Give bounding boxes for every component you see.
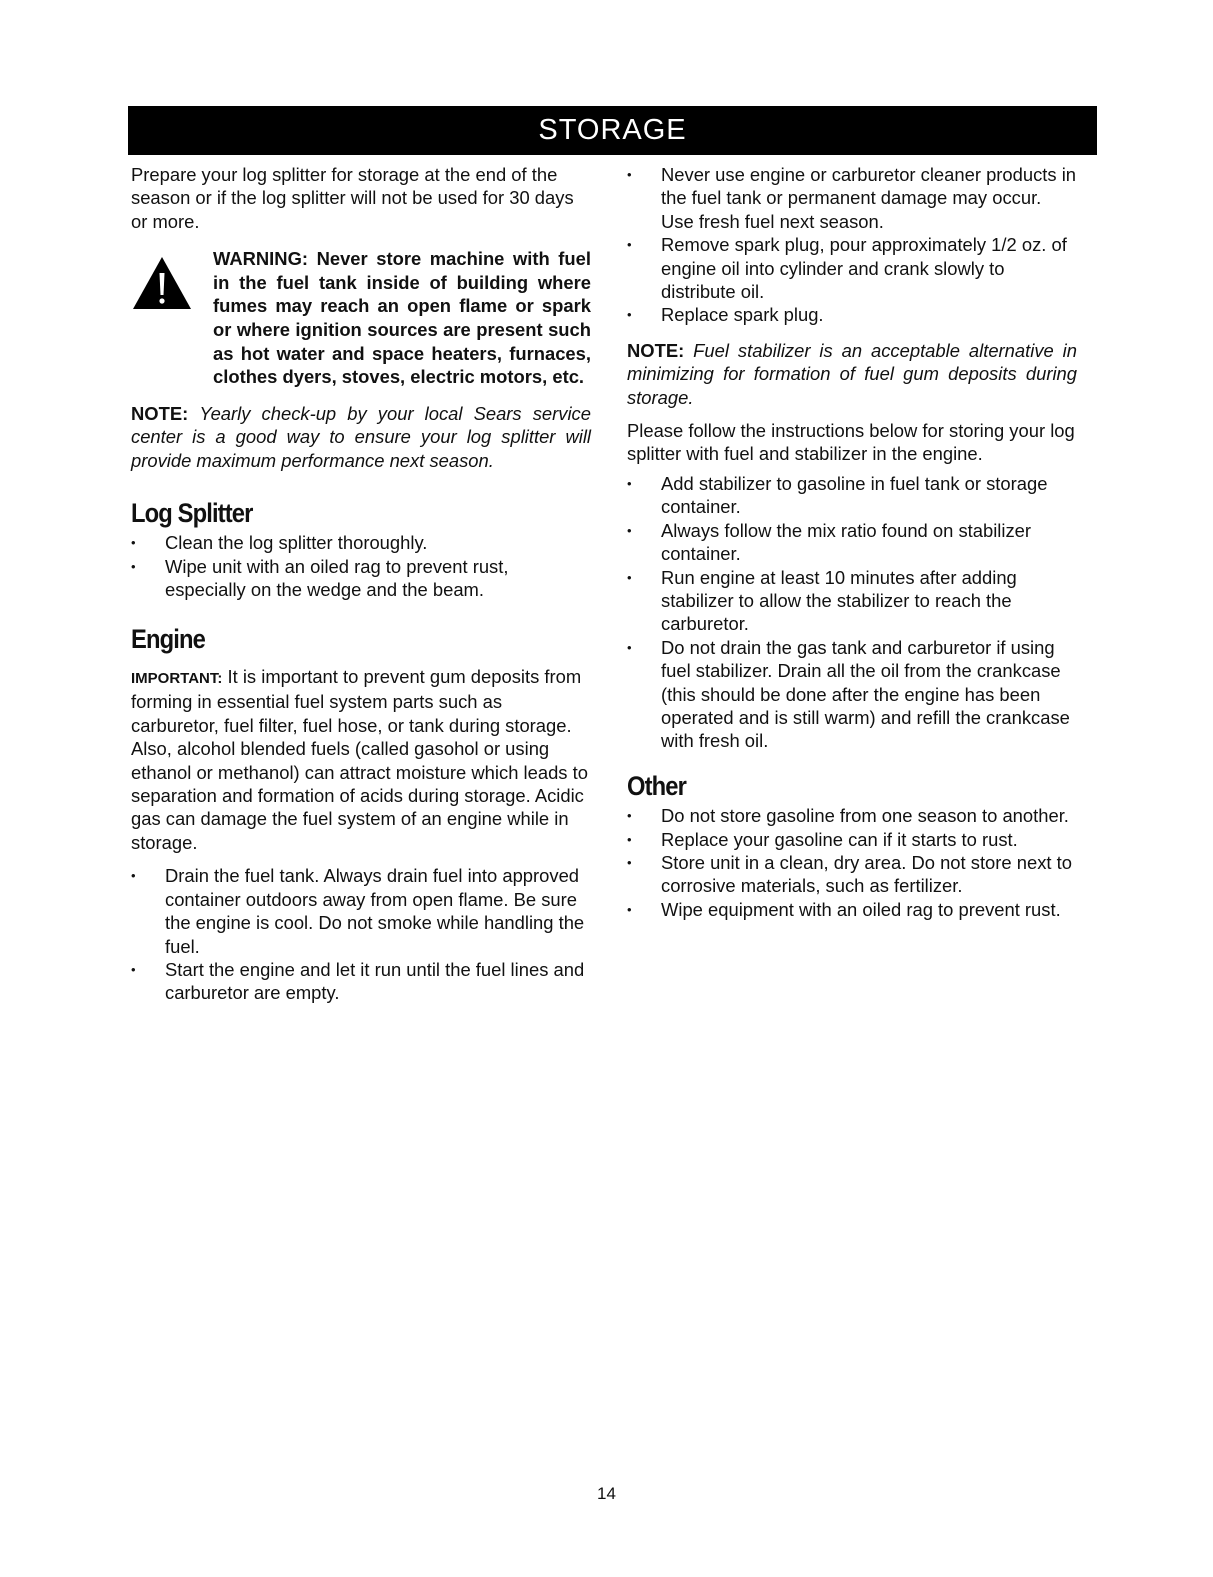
engine-list — [131, 864, 591, 1004]
stabilizer-note — [627, 339, 1077, 409]
warning-text: WARNING: Never store machine with fuel in the fuel tank inside of building where fumes may reach an open flame or spark or where ignition sources are present such as hot water and space heaters, furnaces, clothes dyers, stoves, electric motors, etc. — [213, 248, 591, 388]
list-item: • Wipe unit with an oiled rag to prevent rust, especially on the wedge and the beam. — [131, 555, 591, 602]
warning-block — [131, 247, 591, 389]
note-label: NOTE: — [627, 339, 685, 361]
note-text: Fuel stabilizer is an acceptable alternative in minimizing for formation of fuel gum deposits during storage. — [627, 339, 1077, 408]
section-banner — [128, 106, 1097, 155]
list-item: • Run engine at least 10 minutes after adding stabilizer to allow the stabilizer to reach the carburetor. — [627, 566, 1077, 636]
list-item: • Replace your gasoline can if it starts to rust. — [627, 828, 1077, 851]
engine-list-continued — [627, 163, 1077, 327]
list-item: • Do not drain the gas tank and carburetor if using fuel stabilizer. Drain all the oil from the crankcase (this should be done after the engine has been operated and is still warm) and refill the crankcase with fresh oil. — [627, 636, 1077, 753]
note-label: NOTE: — [131, 402, 189, 424]
list-item: • Add stabilizer to gasoline in fuel tank or storage container. — [627, 472, 1077, 519]
log-splitter-list — [131, 531, 591, 601]
page-number: 14 — [597, 1484, 616, 1503]
list-item: • Remove spark plug, pour approximately 1/2 oz. of engine oil into cylinder and crank slowly to distribute oil. — [627, 233, 1077, 303]
list-item: • Do not store gasoline from one season to another. — [627, 804, 1077, 827]
important-paragraph — [131, 665, 591, 854]
intro-paragraph: Prepare your log splitter for storage at the end of the season or if the log splitter will not be used for 30 days or more. — [131, 164, 574, 232]
list-item: • Always follow the mix ratio found on stabilizer container. — [627, 519, 1077, 566]
stabilizer-list — [627, 472, 1077, 753]
left-column — [131, 163, 591, 1005]
list-item: • Drain the fuel tank. Always drain fuel into approved container outdoors away from open flame. Be sure the engine is cool. Do not smoke while handling the fuel. — [131, 864, 591, 958]
other-heading: Other — [627, 770, 686, 801]
warning-triangle-icon — [131, 247, 213, 389]
list-item: • Never use engine or carburetor cleaner products in the fuel tank or permanent damage may occur. Use fresh fuel next season. — [627, 163, 1077, 233]
list-item: • Clean the log splitter thoroughly. — [131, 531, 591, 554]
log-splitter-heading: Log Splitter — [131, 498, 253, 528]
note-paragraph — [131, 402, 591, 472]
list-item: • Start the engine and let it run until the fuel lines and carburetor are empty. — [131, 958, 591, 1005]
list-item: • Replace spark plug. — [627, 303, 1077, 326]
banner-title: STORAGE — [538, 114, 687, 146]
list-item: • Wipe equipment with an oiled rag to prevent rust. — [627, 898, 1077, 921]
note-text: Yearly check-up by your local Sears service center is a good way to ensure your log splitter will provide maximum performance next season. — [131, 402, 591, 471]
engine-heading: Engine — [131, 623, 205, 654]
important-text: It is important to prevent gum deposits from forming in essential fuel system parts such as carburetor, fuel filter, fuel hose, or tank during storage. Also, alcohol blended fuels (called gasohol or using ethanol or methanol) can attract moisture which leads to separation and formation of acids during storage. Acidic gas can damage the fuel system of an engine while in storage. — [131, 666, 588, 853]
list-item: • Store unit in a clean, dry area. Do not store next to corrosive materials, such as fertilizer. — [627, 851, 1077, 898]
important-label: IMPORTANT: — [131, 670, 223, 688]
right-column — [627, 163, 1077, 921]
stabilizer-intro: Please follow the instructions below for storing your log splitter with fuel and stabilizer in the engine. — [627, 420, 1075, 465]
other-list — [627, 804, 1077, 921]
